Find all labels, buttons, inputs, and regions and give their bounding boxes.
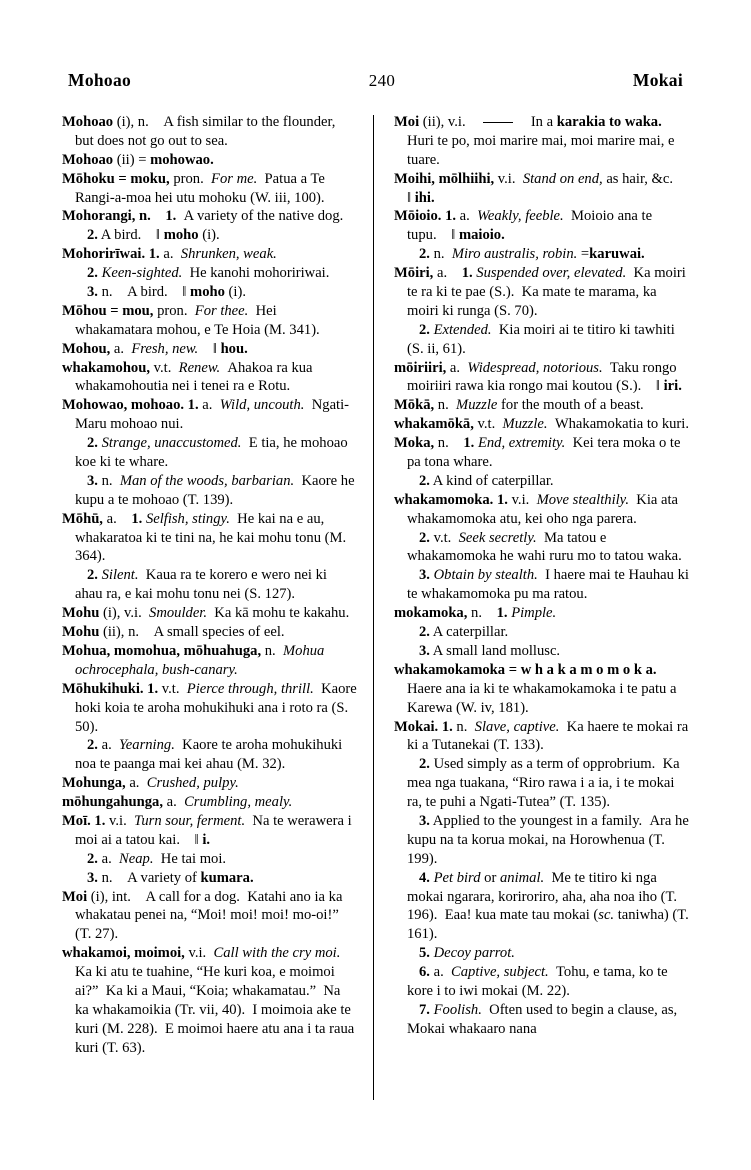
- left-entry-headword-entry: mōhungahunga, a. Crumbling, mealy.: [62, 794, 293, 811]
- right-entry-sense: 7. Foolish. Often used to begin a clause, as, Mokai whakaaro nana: [407, 1001, 678, 1037]
- left-entry-sense: 2. a. Yearning. Kaore te aroha mohukihuki noa te paanga mai kei ahau (M. 32).: [75, 737, 343, 773]
- right-entry-headword-entry: mōiriiri, a. Widespread, notorious. Taku rongo moiriiri rawa kia rongo mai koutou (S.). ‖ iri.: [394, 359, 682, 395]
- right-entry-headword-entry: Mokai. 1. n. Slave, captive. Ka haere te mokai ra ki a Tutanekai (T. 133).: [394, 718, 689, 754]
- left-entry-headword-entry: Mohunga, a. Crushed, pulpy.: [62, 775, 239, 792]
- left-entry-headword-entry: Mōhoku = moku, pron. For me. Patua a Te Rangi-a-moa hei utu mohoku (W. iii, 100).: [62, 170, 325, 206]
- left-entry-headword-entry: Mōhū, a. 1. Selfish, stingy. He kai na e au, whakaratoa ki te tini na, he kai mohu tonu (M. 364).: [62, 510, 347, 565]
- right-entry-headword-entry: Moi (ii), v.i. In a karakia to waka. Huri te po, moi marire mai, moi marire mai, e tuare.: [394, 114, 675, 168]
- left-entry-sense: 2. Silent. Kaua ra te korero e wero nei ki ahau ra, e kai mohu tonu nei (S. 127).: [75, 567, 327, 603]
- right-entry-headword-entry: Moihi, mōlhiihi, v.i. Stand on end, as hair, &c. ‖ ihi.: [394, 170, 688, 206]
- right-entry-sense: 2. Extended. Kia moiri ai te titiro ki tawhiti (S. ii, 61).: [407, 321, 675, 357]
- left-entry-headword-entry: Moi (i), int. A call for a dog. Katahi ano ia ka whakatau penei na, “Moi! moi! moi! mo-oi!” (T. 27).: [62, 888, 343, 943]
- page-header: [68, 70, 683, 91]
- right-entry-sense: 3. A small land mollusc.: [419, 642, 561, 659]
- right-entry-headword-entry: Moka, n. 1. End, extremity. Kei tera moka o te pa tona whare.: [394, 435, 681, 471]
- header-left-guideword: Mohoao: [68, 70, 132, 90]
- left-entry-headword-entry: Mohoao (ii) = mohowao.: [62, 151, 214, 168]
- right-entry-sense: 2. A kind of caterpillar.: [419, 472, 554, 489]
- right-entry-sense: 2. v.t. Seek secretly. Ma tatou e whakamomoka he wahi ruru mo to tatou waka.: [407, 529, 682, 565]
- right-entry-sense: 6. a. Captive, subject. Tohu, e tama, ko te kore i to iwi mokai (M. 22).: [407, 964, 668, 999]
- left-entry-headword-entry: Mohoao (i), n. A fish similar to the flounder, but does not go out to sea.: [62, 114, 336, 149]
- left-entry-sense: 2. Keen-sighted. He kanohi mohoririwai.: [87, 265, 330, 282]
- right-entry-headword-entry: whakamomoka. 1. v.i. Move stealthily. Kia ata whakamomoka atu, kei oho nga parera.: [394, 491, 679, 527]
- left-entry-sense: 2. A bird. ‖ moho (i).: [87, 227, 220, 244]
- right-entry-sense: 2. A caterpillar.: [419, 624, 509, 641]
- right-entry-sense: 2. Used simply as a term of opprobrium. Ka mea nga tuakana, “Riro rawa i a ia, i te mokai ra, te puhi a Ngati-Tutea” (T. 135).: [407, 756, 680, 811]
- left-entry-sense: 3. n. A variety of kumara.: [87, 869, 254, 886]
- right-entry-headword-entry: whakamokamoka = w h a k a m o m o k a. Haere ana ia ki te whakamokamoka i te patu a Karewa (W. iv, 181).: [394, 661, 677, 716]
- left-entry-headword-entry: Mohorirīwai. 1. a. Shrunken, weak.: [62, 246, 277, 263]
- left-entry-headword-entry: whakamohou, v.t. Renew. Ahakoa ra kua whakamohoutia nei i tenei ra e Rotu.: [62, 359, 313, 395]
- right-entry-headword-entry: Mōiri, a. 1. Suspended over, elevated. Ka moiri te ra ki te pae (S.). Ka mate te marama, ka moiri ki runga (S. 70).: [394, 265, 686, 319]
- left-entry-headword-entry: Mohou, a. Fresh, new. ‖ hou.: [62, 340, 248, 357]
- left-entry-headword-entry: whakamoi, moimoi, v.i. Call with the cry moi. Ka ki atu te tuahine, “He kuri koa, e moimoi ai?” Ka ki a Maui, “Koia; whakamatau.” Na ka whakamoikia (Tr. vii, 40). I moimoia ake te kuri (M. 228). E moimoi haere atu ana i ta raua kuri (T. 63).: [62, 945, 355, 1056]
- columns-container: [62, 113, 689, 1113]
- left-entry-sense: 2. a. Neap. He tai moi.: [87, 850, 227, 867]
- left-entry-headword-entry: Mohorangi, n. 1. A variety of the native dog.: [62, 208, 344, 225]
- left-entry-headword-entry: Moī. 1. v.i. Turn sour, ferment. Na te werawera i moi ai a tatou kai. ‖ i.: [62, 812, 352, 848]
- right-entry-sense: 4. Pet bird or animal. Me te titiro ki nga mokai ngarara, koriroriro, aha, aha noa iho (T. 196). Eaa! kua mate tau mokai (sc. taniwha) (T. 161).: [407, 869, 689, 943]
- right-column: [374, 113, 689, 1113]
- right-entry-headword-entry: whakamōkā, v.t. Muzzle. Whakamokatia to kuri.: [394, 416, 689, 433]
- left-entry-headword-entry: Mōhukihuki. 1. v.t. Pierce through, thrill. Kaore hoki koia te aroha mohukihuki ana i roto ra (S. 50).: [62, 680, 357, 735]
- right-entry-sense: 5. Decoy parrot.: [419, 945, 515, 962]
- left-entry-headword-entry: Mohu (ii), n. A small species of eel.: [62, 624, 285, 641]
- left-entry-headword-entry: Mohua, momohua, mōhuahuga, n. Mohua ochrocephala, bush-canary.: [62, 642, 325, 678]
- right-entry-sense: 2. n. Miro australis, robin. =karuwai.: [419, 246, 645, 263]
- left-entry-sense: 3. n. A bird. ‖ moho (i).: [87, 284, 246, 301]
- left-entry-headword-entry: Mohowao, mohoao. 1. a. Wild, uncouth. Ngati-Maru mohoao nui.: [62, 397, 350, 433]
- left-entry-headword-entry: Mohu (i), v.i. Smoulder. Ka kā mohu te kakahu.: [62, 605, 350, 622]
- right-entry-headword-entry: Mōkā, n. Muzzle for the mouth of a beast.: [394, 397, 644, 414]
- right-entry-sense: 3. Obtain by stealth. I haere mai te Hauhau ki te whakamomoka pu ma ratou.: [407, 567, 689, 603]
- left-entry-sense: 2. Strange, unaccustomed. E tia, he mohoao koe ki te whare.: [75, 435, 348, 471]
- left-entry-sense: 3. n. Man of the woods, barbarian. Kaore he kupu a te mohoao (T. 139).: [75, 472, 355, 508]
- right-entry-headword-entry: mokamoka, n. 1. Pimple.: [394, 605, 557, 622]
- page-number: 240: [368, 71, 396, 90]
- header-right-guideword: Mokai: [632, 70, 683, 90]
- left-column: [62, 113, 373, 1113]
- right-entry-sense: 3. Applied to the youngest in a family. Ara he kupu na ta korua mokai, na Horowhenua (T. 199).: [407, 812, 689, 867]
- right-entry-headword-entry: Mōioio. 1. a. Weakly, feeble. Moioio ana te tupu. ‖ maioio.: [394, 208, 653, 244]
- left-entry-headword-entry: Mōhou = mou, pron. For thee. Hei whakamatara mohou, e Te Hoia (M. 341).: [62, 302, 320, 338]
